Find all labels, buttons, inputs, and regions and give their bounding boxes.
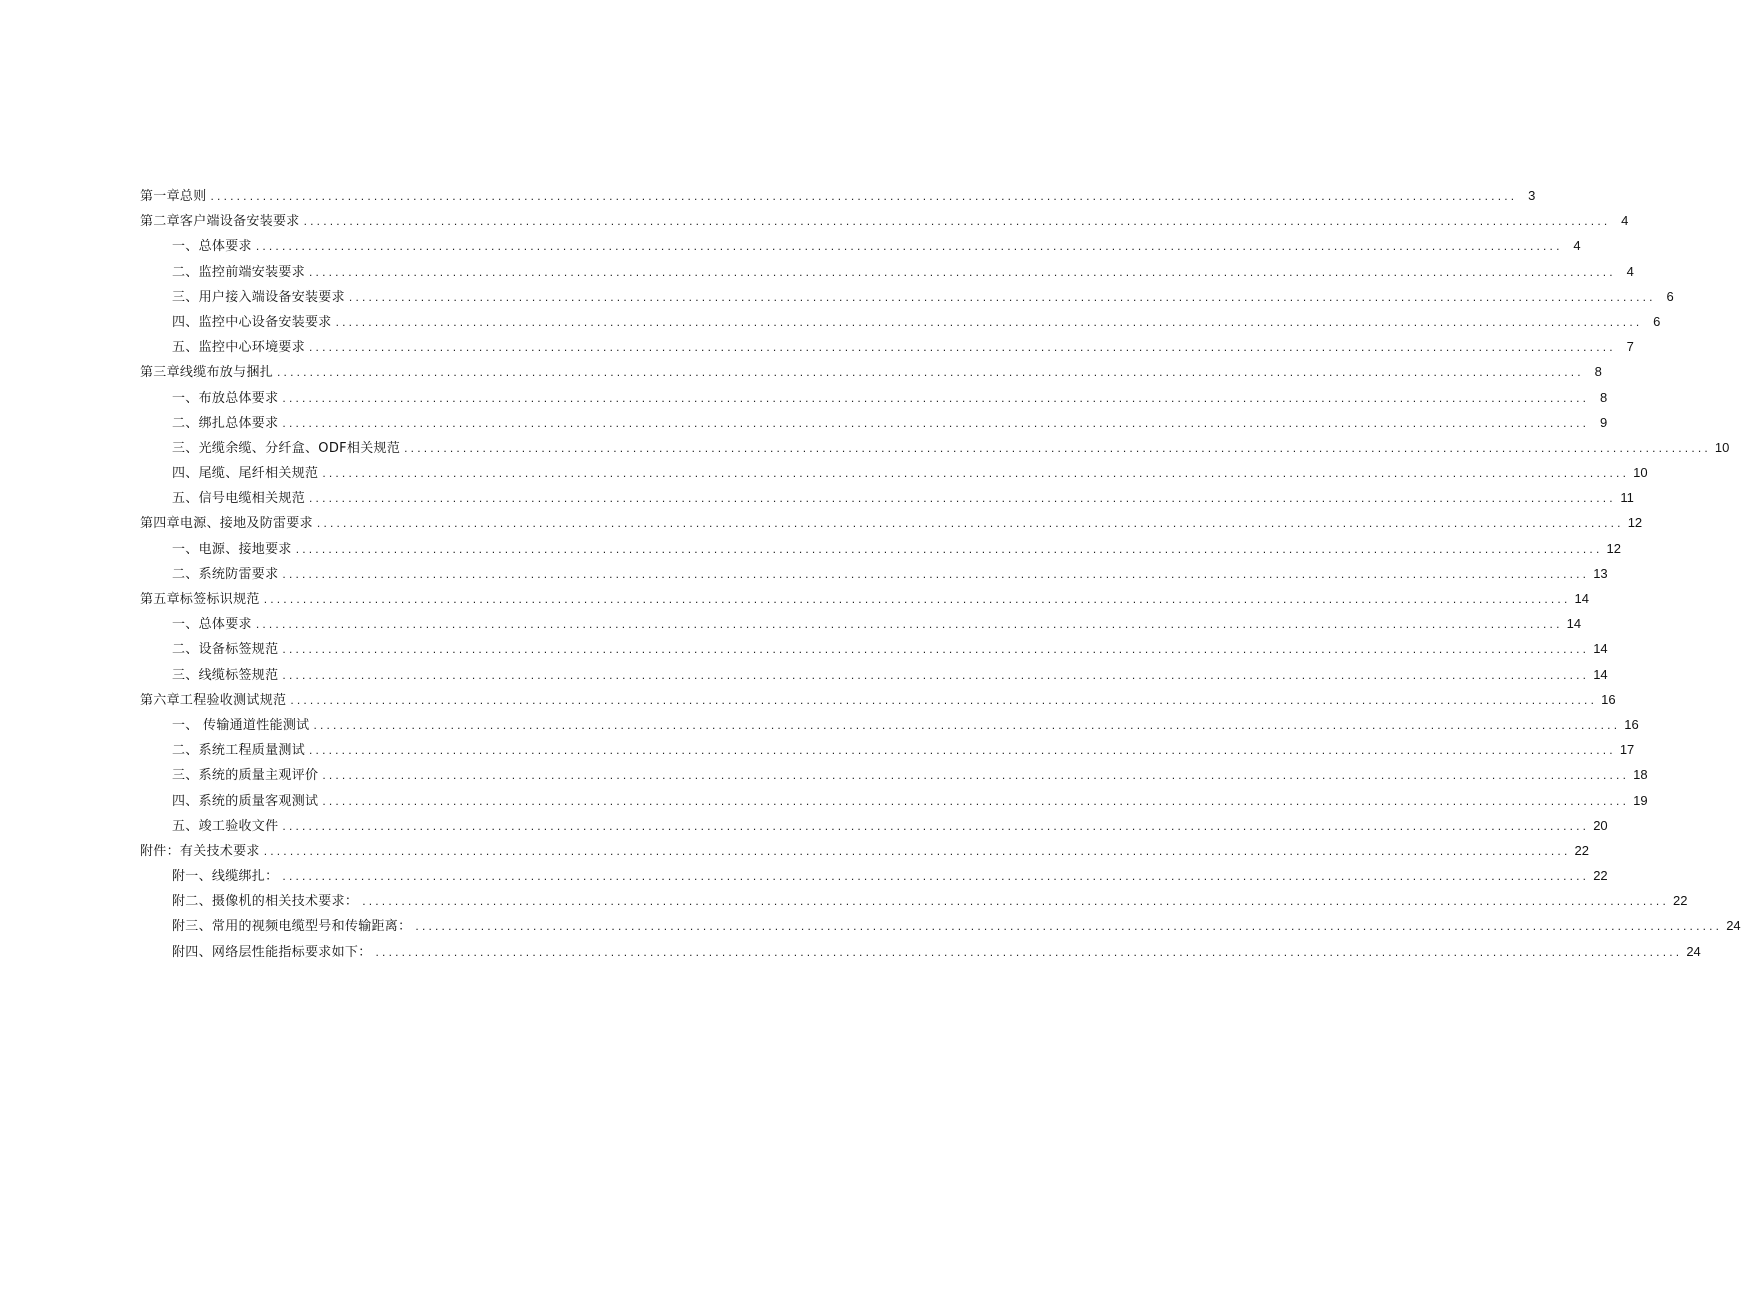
- toc-entry-title: 三、系统的质量主观评价: [172, 768, 319, 784]
- toc-entry-title: 一、布放总体要求: [172, 390, 279, 406]
- toc-entry[interactable]: [140, 435, 1730, 460]
- toc-dot-leader: ........................................................................................................................................................................................................: [322, 768, 1630, 783]
- toc-entry-page: 16: [1624, 716, 1639, 732]
- toc-entry[interactable]: [140, 510, 1643, 535]
- toc-dot-leader: ........................................................................................................................................................................................................: [309, 340, 1616, 355]
- toc-entry-title: 第二章客户端设备安装要求: [140, 214, 300, 230]
- toc-entry-title: 四、系统的质量客观测试: [172, 793, 319, 809]
- toc-entry-page: 14: [1574, 591, 1589, 606]
- toc-entry-title: 附二、摄像机的相关技术要求：: [172, 894, 359, 910]
- toc-entry[interactable]: [140, 208, 1629, 233]
- toc-entry[interactable]: [140, 259, 1634, 284]
- toc-dot-leader: ........................................................................................................................................................................................................: [404, 440, 1711, 455]
- toc-entry-title: 二、监控前端安装要求: [172, 264, 306, 280]
- toc-entry-page: 22: [1574, 842, 1589, 858]
- toc-dot-leader: ........................................................................................................................................................................................................: [282, 818, 1590, 833]
- toc-entry-page: 22: [1673, 893, 1688, 909]
- toc-dot-leader: ........................................................................................................................................................................................................: [309, 264, 1616, 279]
- toc-entry[interactable]: [140, 813, 1608, 838]
- toc-entry-title: 三、光缆余缆、分纤盒、ODF相关规范: [172, 440, 401, 456]
- toc-entry-title: 四、监控中心设备安装要求: [172, 314, 332, 330]
- toc-entry-title: 五、监控中心环境要求: [172, 340, 306, 356]
- toc-entry-page: 12: [1606, 540, 1621, 556]
- toc-entry[interactable]: [140, 737, 1635, 762]
- toc-dot-leader: ........................................................................................................................................................................................................: [309, 743, 1616, 758]
- toc-entry-title: 一、总体要求: [172, 617, 252, 633]
- toc-entry-title: 附件：有关技术要求: [140, 843, 260, 859]
- toc-dot-leader: ........................................................................................................................................................................................................: [415, 919, 1723, 934]
- table-of-contents: [140, 183, 1741, 964]
- toc-entry-page: 19: [1633, 792, 1648, 808]
- toc-dot-leader: ........................................................................................................................................................................................................: [282, 642, 1590, 657]
- toc-entry-title: 第三章线缆布放与捆扎: [140, 365, 274, 381]
- toc-dot-leader: ........................................................................................................................................................................................................: [348, 289, 1656, 304]
- toc-entry-title: 二、设备标签规范: [172, 642, 279, 658]
- toc-entry-title: 一、总体要求: [172, 239, 252, 255]
- toc-dot-leader: ........................................................................................................................................................................................................: [375, 944, 1683, 959]
- toc-entry[interactable]: [140, 762, 1648, 787]
- toc-entry-title: 四、尾缆、尾纤相关规范: [172, 466, 319, 482]
- toc-entry[interactable]: [140, 863, 1608, 888]
- toc-entry-page: 7: [1626, 339, 1634, 355]
- toc-entry[interactable]: [140, 385, 1608, 410]
- toc-entry-page: 13: [1593, 565, 1608, 581]
- toc-entry-page: 14: [1593, 641, 1608, 657]
- toc-entry-page: 10: [1714, 439, 1730, 455]
- toc-entry-page: 3: [1528, 188, 1536, 203]
- toc-entry-page: 20: [1593, 817, 1608, 833]
- toc-entry-page: 8: [1599, 389, 1608, 405]
- toc-dot-leader: ........................................................................................................................................................................................................: [362, 894, 1669, 909]
- toc-dot-leader: ........................................................................................................................................................................................................: [255, 617, 1563, 632]
- toc-dot-leader: ........................................................................................................................................................................................................: [313, 717, 1621, 732]
- toc-entry[interactable]: [140, 460, 1648, 485]
- toc-entry-title: 五、竣工验收文件: [172, 818, 279, 834]
- toc-entry-page: 4: [1621, 213, 1629, 229]
- toc-entry[interactable]: [140, 662, 1608, 687]
- toc-entry[interactable]: [140, 788, 1648, 813]
- toc-entry[interactable]: [140, 636, 1608, 661]
- toc-dot-leader: ........................................................................................................................................................................................................: [255, 239, 1563, 254]
- toc-dot-leader: ........................................................................................................................................................................................................: [277, 365, 1584, 380]
- toc-entry[interactable]: [140, 485, 1634, 510]
- toc-dot-leader: ........................................................................................................................................................................................................: [282, 667, 1590, 682]
- toc-entry-page: 8: [1594, 364, 1602, 380]
- toc-entry-title: 二、系统工程质量测试: [172, 743, 306, 759]
- toc-dot-leader: ........................................................................................................................................................................................................: [290, 692, 1598, 707]
- toc-entry[interactable]: [140, 334, 1634, 359]
- toc-entry-page: 17: [1619, 742, 1635, 758]
- toc-entry-page: 4: [1626, 263, 1634, 279]
- toc-entry-title: 第五章标签标识规范: [140, 592, 260, 607]
- toc-dot-leader: ........................................................................................................................................................................................................: [322, 793, 1630, 808]
- toc-dot-leader: ........................................................................................................................................................................................................: [303, 214, 1611, 229]
- toc-entry-title: 二、绑扎总体要求: [172, 415, 279, 431]
- toc-entry[interactable]: [140, 687, 1616, 712]
- toc-entry-page: 22: [1593, 868, 1608, 884]
- toc-entry-title: 三、线缆标签规范: [172, 667, 279, 683]
- toc-entry-title: 附四、网络层性能指标要求如下：: [172, 944, 372, 960]
- toc-dot-leader: ........................................................................................................................................................................................................: [309, 491, 1616, 506]
- toc-entry[interactable]: [140, 586, 1589, 611]
- toc-entry-title: 第六章工程验收测试规范: [140, 692, 287, 708]
- toc-entry-title: 第四章电源、接地及防雷要求: [140, 516, 313, 532]
- toc-entry-page: 24: [1686, 943, 1701, 959]
- toc-entry[interactable]: [140, 183, 1536, 208]
- toc-entry[interactable]: [140, 939, 1701, 964]
- toc-entry[interactable]: [140, 611, 1582, 636]
- toc-entry-title: 三、用户接入端设备安装要求: [172, 289, 345, 305]
- toc-entry-title: 一、电源、接地要求: [172, 541, 292, 557]
- toc-entry[interactable]: [140, 712, 1639, 737]
- toc-dot-leader: ........................................................................................................................................................................................................: [335, 314, 1643, 329]
- toc-entry-page: 11: [1620, 490, 1634, 506]
- toc-entry-title: 一、 传输通道性能测试: [172, 717, 310, 733]
- toc-entry-page: 6: [1666, 288, 1674, 304]
- toc-entry-page: 4: [1573, 238, 1581, 254]
- toc-entry-page: 24: [1726, 918, 1741, 934]
- toc-dot-leader: ........................................................................................................................................................................................................: [282, 566, 1590, 581]
- toc-entry[interactable]: [140, 838, 1589, 863]
- toc-dot-leader: ........................................................................................................................................................................................................: [282, 390, 1590, 405]
- toc-entry[interactable]: [140, 410, 1608, 435]
- toc-entry-page: 10: [1633, 465, 1648, 481]
- toc-entry-page: 16: [1601, 691, 1616, 707]
- toc-entry-title: 附三、常用的视频电缆型号和传输距离：: [172, 919, 412, 935]
- toc-entry-title: 五、信号电缆相关规范: [172, 491, 306, 507]
- toc-entry-page: 14: [1566, 616, 1582, 632]
- toc-entry-page: 9: [1599, 414, 1608, 430]
- toc-dot-leader: ........................................................................................................................................................................................................: [210, 189, 1518, 203]
- toc-entry[interactable]: [140, 284, 1674, 309]
- toc-dot-leader: ........................................................................................................................................................................................................: [322, 466, 1630, 481]
- toc-entry[interactable]: [140, 561, 1608, 586]
- toc-entry-page: 14: [1593, 666, 1608, 682]
- toc-dot-leader: ........................................................................................................................................................................................................: [263, 843, 1571, 858]
- toc-entry[interactable]: [140, 888, 1688, 913]
- toc-dot-leader: ........................................................................................................................................................................................................: [295, 541, 1603, 556]
- toc-dot-leader: ........................................................................................................................................................................................................: [316, 516, 1624, 531]
- toc-entry-page: 6: [1653, 313, 1661, 329]
- toc-entry-page: 12: [1627, 515, 1643, 531]
- toc-dot-leader: ........................................................................................................................................................................................................: [282, 869, 1590, 884]
- toc-entry[interactable]: [140, 309, 1661, 334]
- toc-entry[interactable]: [140, 359, 1602, 384]
- toc-entry-page: 18: [1633, 767, 1648, 783]
- toc-dot-leader: ........................................................................................................................................................................................................: [263, 592, 1571, 606]
- toc-entry[interactable]: [140, 536, 1621, 561]
- toc-entry-title: 二、系统防雷要求: [172, 566, 279, 582]
- toc-entry-title: 第一章总则: [140, 189, 207, 204]
- toc-entry-title: 附一、线缆绑扎：: [172, 869, 279, 885]
- toc-entry[interactable]: [140, 913, 1741, 938]
- toc-dot-leader: ........................................................................................................................................................................................................: [282, 415, 1590, 430]
- toc-entry[interactable]: [140, 233, 1581, 258]
